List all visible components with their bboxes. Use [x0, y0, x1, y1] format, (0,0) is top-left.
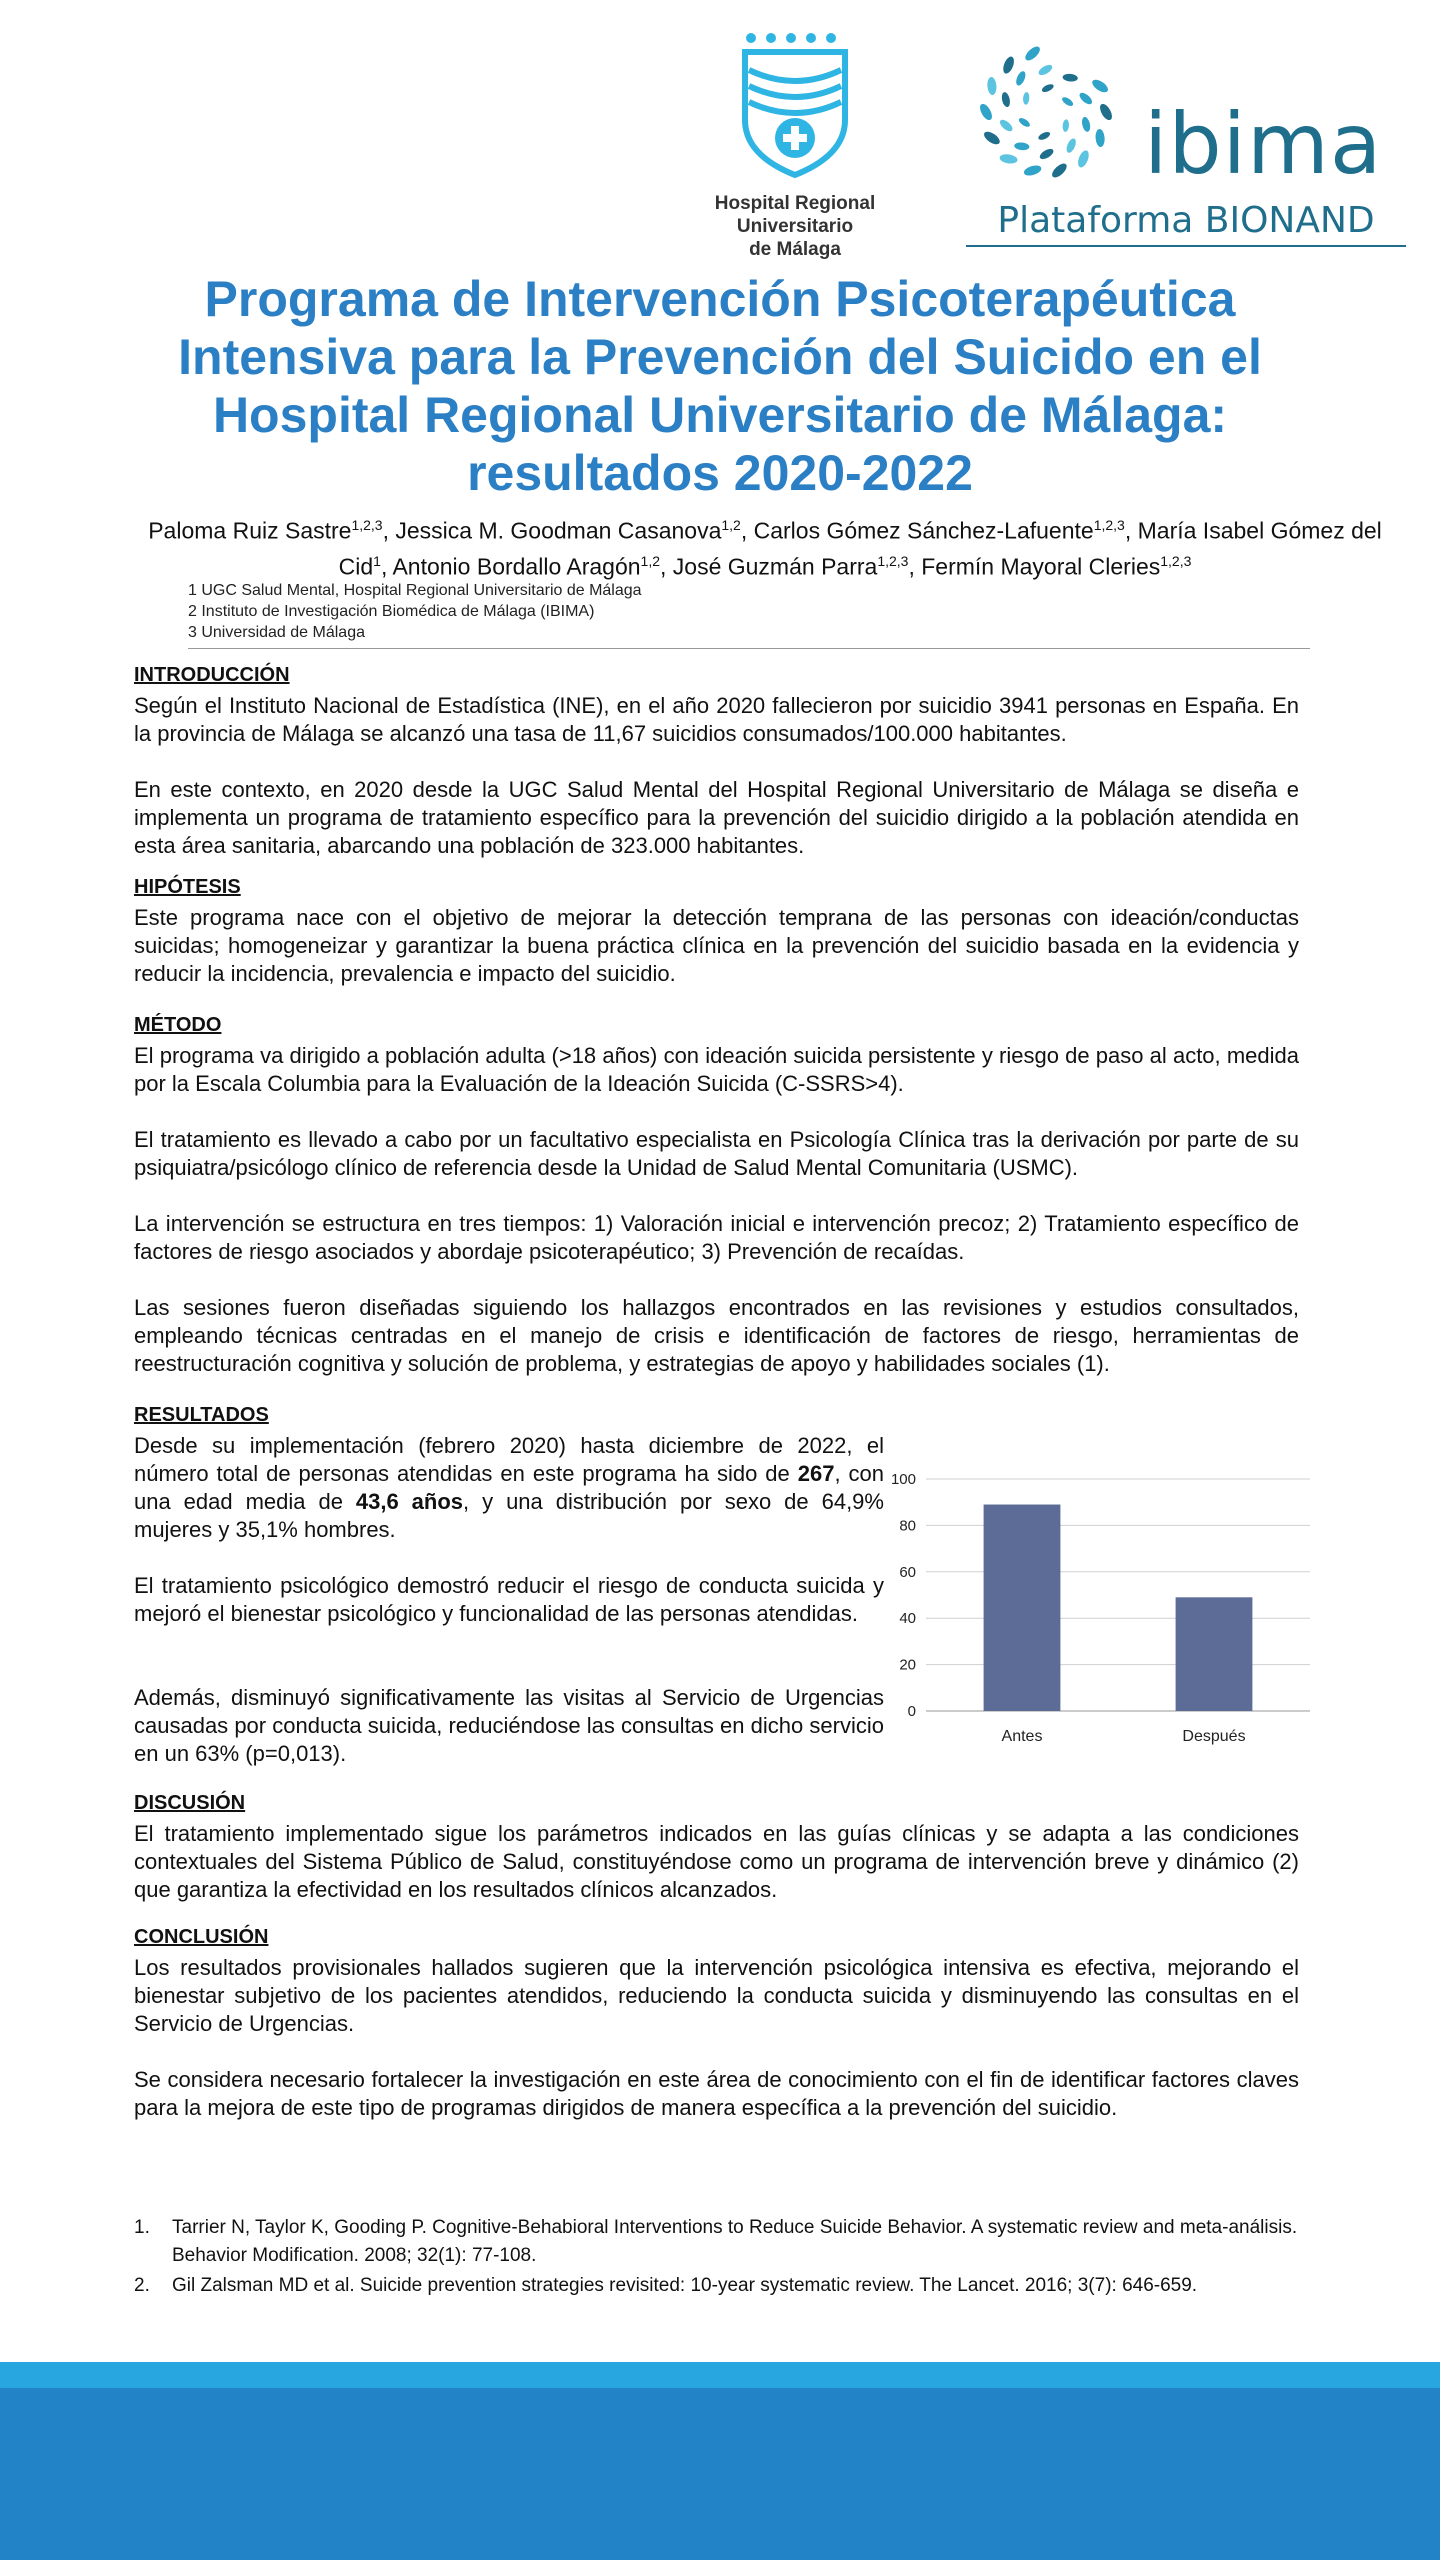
reference-number: 1. [134, 2217, 150, 2238]
y-tick-label: 60 [899, 1563, 916, 1581]
reference-text: Gil Zalsman MD et al. Suicide prevention strategies revisited: 10-year systematic review. The Lancet. 2016; 3(7): 646-659. [172, 2275, 1198, 2296]
author-affiliation-marker: 1,2,3 [877, 552, 909, 569]
affiliations [188, 580, 642, 643]
leaf-icon [1062, 73, 1078, 82]
leaf-icon [1014, 70, 1027, 87]
leaf-icon [1098, 102, 1115, 122]
leaf-icon [1078, 91, 1094, 107]
x-tick-label: Antes [1001, 1728, 1043, 1745]
leaf-icon [1095, 129, 1105, 148]
resultados-heading: RESULTADOS [134, 1404, 269, 1426]
reference-item [134, 2214, 1299, 2270]
ibima-logo [966, 40, 1406, 260]
leaf-icon [1037, 130, 1051, 141]
author-name: Jessica M. Goodman Casanova [395, 517, 722, 544]
leaf-icon [1038, 147, 1055, 161]
author-name: María Isabel Gómez del Cid [338, 517, 1382, 580]
author-name: Fermín Mayoral Cleries [921, 553, 1161, 580]
reference-text: Tarrier N, Taylor K, Gooding P. Cognitive-Behabioral Interventions to Reduce Suicide Behavior. A systematic review and meta-análisis. Behavior Modification. 2008; 32(1): 77-108. [172, 2217, 1298, 2266]
leaf-icon [1001, 91, 1012, 108]
leaf-icon [1017, 116, 1031, 128]
resultados-paragraph-3: Además, disminuyó significativamente las visitas al Servicio de Urgencias causadas por conducta suicida, reduciéndose las consultas en dicho servicio en un 63% (p=0,013). [134, 1685, 884, 1766]
leaf-icon [1041, 83, 1055, 94]
leaf-icon [982, 129, 1002, 147]
affiliation-1: 1 UGC Salud Mental, Hospital Regional Universitario de Málaga [188, 582, 642, 599]
author-affiliation-marker: 1,2,3 [1093, 517, 1125, 533]
y-tick-label: 80 [899, 1517, 916, 1535]
hipotesis-paragraph: Este programa nace con el objetivo de mejorar la detección temprana de las personas con ideación/conductas suicidas; homogeneizar y garantizar la buena práctica clínica en la prevención del suicidio basada en la evidencia y reducir la incidencia, prevalencia e impacto del suicidio. [134, 905, 1299, 986]
hospital-shield-icon [735, 30, 855, 180]
leaf-icon [1065, 137, 1078, 154]
intro-paragraph-1: Según el Instituto Nacional de Estadística (INE), en el año 2020 fallecieron por suicidio 3941 personas en España. En la provincia de Málaga se alcanzó una tasa de 11,67 suicidios consumados/100.000 habitantes. [134, 693, 1299, 746]
leaf-icon [1081, 116, 1092, 133]
author-name: Antonio Bordallo Aragón [392, 553, 641, 580]
resultados-text-a: Desde su implementación (febrero 2020) hasta diciembre de 2022, el número total de personas atendidas en este programa ha sido de [134, 1433, 884, 1486]
intro-paragraph-2: En este contexto, en 2020 desde la UGC Salud Mental del Hospital Regional Universitario de Málaga se diseña e implementa un programa de tratamiento específico para la prevención del suicidio dirigido a la población atendida en esta área sanitaria, abarcando una población de 323.000 habitantes. [134, 777, 1299, 858]
leaf-icon [1062, 119, 1069, 132]
y-tick-label: 100 [890, 1471, 916, 1488]
leaf-icon [1090, 77, 1110, 95]
reference-item [134, 2272, 1299, 2300]
leaf-icon [1050, 161, 1069, 180]
author-name: José Guzmán Parra [672, 553, 878, 580]
y-tick-label: 40 [899, 1610, 916, 1628]
poster-title: Programa de Intervención Psicoterapéutica Intensiva para la Prevención del Suicido en el Hospital Regional Universitario de Málaga: resultados 2020-2022 [178, 271, 1262, 501]
author-affiliation-marker: 1,2,3 [1160, 552, 1192, 569]
metodo-paragraph-4: Las sesiones fueron diseñadas siguiendo los hallazgos encontrados en las revisiones y estudios consultados, empleando técnicas centradas en el manejo de crisis e identificación de factores de riesgo, herramientas de reestructuración cognitiva y solución de problema, y estrategias de apoyo y habilidades sociales (1). [134, 1295, 1299, 1376]
discusion-heading: DISCUSIÓN [134, 1792, 246, 1814]
header-divider [188, 648, 1310, 649]
hospital-name-line-3: de Málaga [749, 239, 841, 260]
leaf-icon [1023, 92, 1030, 105]
leaf-icon [999, 153, 1018, 165]
conclusion-paragraph-1: Los resultados provisionales hallados sugieren que la intervención psicológica intensiva es efectiva, mejorando el bienestar subjetivo de los pacientes atendidos, reduciendo la conducta suicida y disminuyendo las consultas en el Servicio de Urgencias. [134, 1955, 1299, 2036]
intro-heading: INTRODUCCIÓN [134, 664, 290, 686]
metodo-heading: MÉTODO [134, 1014, 222, 1036]
resultados-text-c: , con una edad media de [134, 1461, 884, 1514]
conclusion-heading: CONCLUSIÓN [134, 1926, 269, 1948]
references-list [134, 2214, 1299, 2302]
header-logos [0, 0, 1440, 270]
footer-band [0, 2388, 1440, 2560]
bar [984, 1505, 1061, 1711]
author-affiliation-marker: 1,2,3 [351, 517, 383, 533]
leaf-icon [1001, 55, 1016, 75]
footer-stripe [0, 2362, 1440, 2388]
leaf-icon [978, 102, 995, 122]
hipotesis-heading: HIPÓTESIS [134, 876, 241, 898]
metodo-paragraph-2: El tratamiento es llevado a cabo por un facultativo especialista en Psicología Clínica tras la derivación por parte de su psiquiatra/psicólogo clínico de referencia desde la Unidad de Salud Mental Comunitaria (USMC). [134, 1127, 1299, 1180]
conclusion-paragraph-2: Se considera necesario fortalecer la investigación en este área de conocimiento con el fin de identificar factores claves para la mejora de este tipo de programas dirigidos de manera específica a la prevención del suicidio. [134, 2067, 1299, 2120]
results-bar-chart [880, 1465, 1320, 1765]
affiliation-2: 2 Instituto de Investigación Biomédica de Málaga (IBIMA) [188, 603, 595, 620]
hospital-name-line-2: Universitario [736, 216, 854, 237]
hospital-logo [690, 30, 900, 261]
ibima-leaves-icon [966, 40, 1136, 190]
author-name: Carlos Gómez Sánchez-Lafuente [753, 517, 1094, 544]
resultados-paragraph-1 [134, 1432, 884, 1544]
mean-age-value: 43,6 años [355, 1489, 464, 1514]
reference-number: 2. [134, 2275, 150, 2296]
resultados-text-e: , y una distribución por sexo de 64,9% mujeres y 35,1% hombres. [134, 1489, 884, 1542]
author-name: Paloma Ruiz Sastre [148, 517, 352, 544]
discusion-paragraph: El tratamiento implementado sigue los parámetros indicados en las guías clínicas y se adapta a las condiciones contextuales del Sistema Público de Salud, constituyéndose como un programa de intervención breve y dinámico (2) que garantiza la efectividad en los resultados clínicos alcanzados. [134, 1821, 1299, 1902]
ibima-platform-label: Plataforma BIONAND [966, 200, 1406, 247]
leaf-icon [1061, 95, 1075, 107]
hospital-name-line-1: Hospital Regional [714, 193, 876, 214]
authors-list: Paloma Ruiz Sastre$^{1,2,3}$, Jessica M. Goodman Casanova$^{1,2}$, Carlos Gómez Sánchez-Lafuente$^{1,2,3}$, María Isabel Gómez del Cid$^1$, Antonio Bordallo Aragón$^{1,2}$, José Guzmán Parra$^{1,2,3}$, Fermín Mayoral Cleries$^{1,2,3}$ [148, 517, 1382, 580]
y-tick-label: 0 [907, 1703, 916, 1720]
resultados-paragraph-2: El tratamiento psicológico demostró reducir el riesgo de conducta suicida y mejoró el bienestar psicológico y funcionalidad de las personas atendidas. [134, 1573, 884, 1626]
author-affiliation-marker: 1,2 [721, 517, 741, 533]
leaf-icon [1076, 149, 1091, 169]
leaf-icon [1014, 142, 1030, 151]
total-patients-value: 267 [797, 1461, 835, 1486]
author-affiliation-marker: 1 [373, 552, 381, 569]
leaf-icon [1023, 44, 1042, 63]
y-tick-label: 20 [899, 1656, 916, 1674]
metodo-paragraph-3: La intervención se estructura en tres tiempos: 1) Valoración inicial e intervención precoz; 2) Tratamiento específico de factores de riesgo asociados y abordaje psicoterapéutico; 3) Prevención de recaídas. [134, 1211, 1299, 1264]
ibima-wordmark: ibima [1144, 95, 1383, 193]
leaf-icon [987, 77, 997, 96]
metodo-paragraph-1: El programa va dirigido a población adulta (>18 años) con ideación suicida persistente y riesgo de paso al acto, medida por la Escala Columbia para la Evaluación de la Ideación Suicida (C-SSRS>4). [134, 1043, 1299, 1096]
leaf-icon [1037, 63, 1054, 77]
author-affiliation-marker: 1,2 [640, 552, 660, 569]
affiliation-3: 3 Universidad de Málaga [188, 624, 365, 641]
bar [1176, 1597, 1253, 1711]
leaf-icon [998, 118, 1014, 134]
leaf-icon [1023, 164, 1043, 178]
x-tick-label: Después [1182, 1728, 1246, 1745]
